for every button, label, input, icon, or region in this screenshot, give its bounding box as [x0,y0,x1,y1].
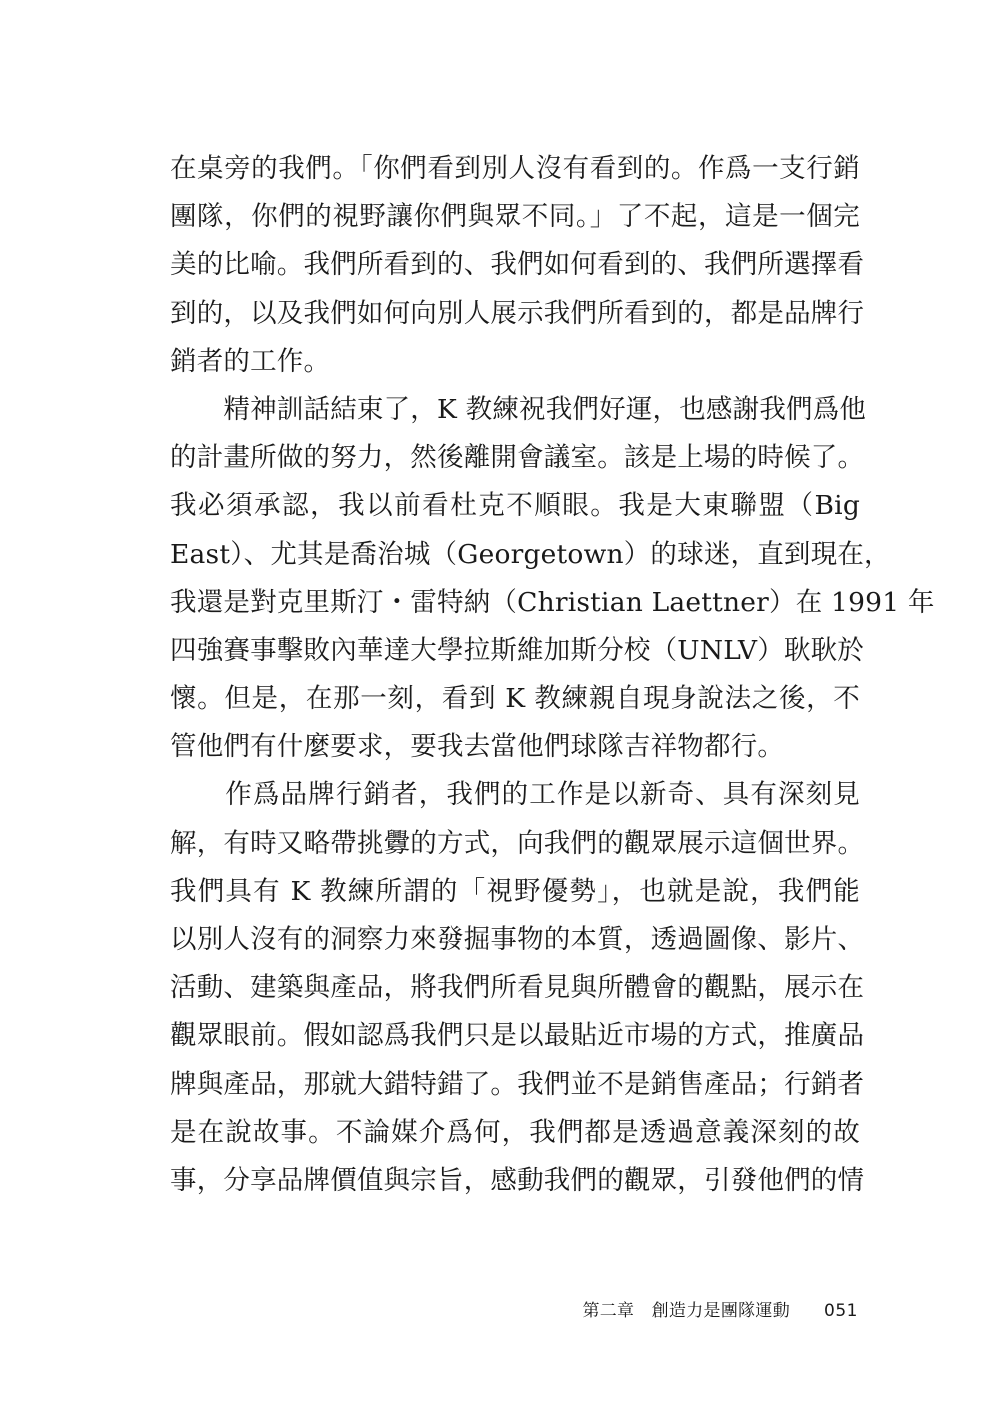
text-line: 解，有時又略帶挑釁的方式，向我們的觀眾展示這個世界。 [170,827,865,859]
text-line: 在桌旁的我們。「你們看到別人沒有看到的。作爲一支行銷 [170,153,860,184]
text-line: 以別人沒有的洞察力來發掘事物的本質，透過圖像、影片、 [170,924,865,955]
text-line: 團隊，你們的視野讓你們與眾不同。」了不起，這是一個完 [170,201,860,233]
text-line: 我還是對克里斯汀・雷特納（Christian Laettner）在 1991 年 [170,586,935,618]
text-line: 到的，以及我們如何向別人展示我們所看到的，都是品牌行 [170,297,865,329]
text-line: 活動、建築與產品，將我們所看見與所體會的觀點，展示在 [170,972,865,1004]
text-line: 四強賽事擊敗內華達大學拉斯維加斯分校（UNLV）耿耿於 [170,634,865,666]
text-line: 銷者的工作。 [170,345,331,377]
text-line: 作爲品牌行銷者，我們的工作是以新奇、具有深刻見 [170,779,860,811]
text-line: 我必須承認，我以前看杜克不順眼。我是大東聯盟（Big [170,490,860,522]
body-text [170,145,935,1205]
text-line: 美的比喻。我們所看到的、我們如何看到的、我們所選擇看 [170,249,865,281]
page-footer [0,1296,858,1326]
text-line: 的計畫所做的努力，然後離開會議室。該是上場的時候了。 [170,442,865,474]
text-line: East）、尤其是喬治城（Georgetown）的球迷，直到現在， [170,538,891,570]
text-line: 我們具有 K 教練所謂的「視野優勢」，也就是說，我們能 [170,875,860,907]
page-number: 051 [824,1301,858,1321]
text-line: 懷。但是，在那一刻，看到 K 教練親自現身說法之後，不 [170,683,860,715]
text-line: 觀眾眼前。假如認爲我們只是以最貼近市場的方式，推廣品 [170,1020,865,1052]
text-line: 精神訓話結束了，K 教練祝我們好運，也感謝我們爲他 [170,393,867,425]
text-line: 是在說故事。不論媒介爲何，我們都是透過意義深刻的故 [170,1116,860,1148]
text-line: 牌與產品，那就大錯特錯了。我們並不是銷售產品；行銷者 [170,1068,865,1100]
text-line: 事，分享品牌價值與宗旨，感動我們的觀眾，引發他們的情 [170,1164,865,1196]
chapter-title: 第二章 創造力是團隊運動 [582,1301,791,1321]
text-line: 管他們有什麼要求，要我去當他們球隊吉祥物都行。 [170,731,785,763]
